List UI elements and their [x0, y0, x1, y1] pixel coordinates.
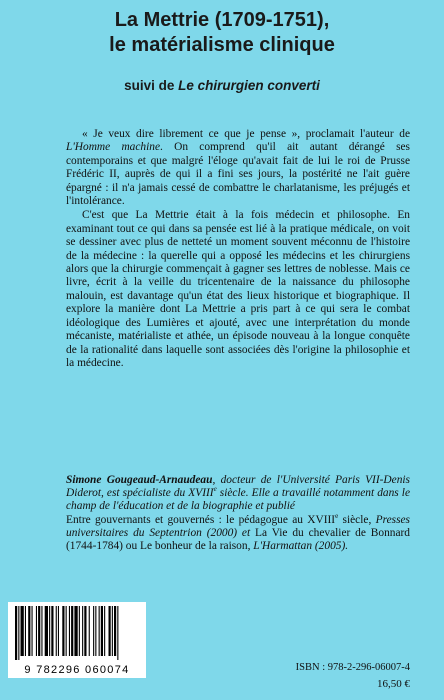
blurb-paragraph-1 — [66, 128, 410, 208]
barcode — [8, 602, 146, 678]
title-line-1: La Mettrie (1709-1751), — [114, 9, 330, 31]
price: 16,50 € — [377, 678, 410, 690]
barcode-digits: 9 782296 060074 — [24, 664, 130, 676]
subtitle-prefix: suivi de — [124, 78, 179, 93]
blurb — [66, 128, 410, 370]
isbn: ISBN : 978-2-296-06007-4 — [295, 662, 410, 673]
author-bio-intro — [66, 474, 410, 514]
subtitle-work: Le chirurgien converti — [178, 78, 320, 93]
works-b: siècle, — [338, 513, 376, 526]
author-bio-b: siècle. Elle a travaillé notamment dans le champ de l'éducation et de la biographie et publié — [66, 487, 411, 513]
works-publisher-1: Presses universitaires du Septentrion (2000) — [66, 513, 410, 539]
superscript-e: e — [213, 485, 217, 494]
blurb-paragraph-2: C'est que La Mettrie était à la fois médecin et philosophe. En examinant tout ce qui dans sa pensée est lié à la pratique médicale, on voit se dessiner avec plus de netteté un moment souvent méconnu de l'histoire de la médecine : la querelle qui a opposé les médecins et les chirurgiens alors que la chirurgie commençait à gagner ses lettres de noblesse. Mais ce livre, écrit à la veille du tricentenaire de la naissance du philosophe malouin, est davantage qu'un état des lieux historique et biographique. Il explore la manière dont La Mettrie a pris part à ce qui sera le combat idéologique des Lumières et ajouté, avec une interprétation du monde mécaniste, matérialiste et athée, un épisode nouveau à la longue conquête de la rationalité dans laquelle sont associées dès l'origine la philosophie et la médecine. — [66, 209, 410, 369]
author-bio-a: , docteur de l'Université Paris VII-Denis Diderot, est spécialiste du XVIII — [66, 474, 410, 500]
book-subtitle — [0, 78, 444, 93]
superscript-e-2: e — [335, 511, 339, 520]
works-publisher-2: L'Harmattan (2005). — [253, 540, 349, 553]
author-works — [66, 511, 410, 554]
works-a: Entre gouvernants et gouvernés : le pédagogue au XVIII — [66, 513, 336, 526]
author-bio — [66, 474, 410, 553]
blurb-p1-text-a: « Je veux dire librement ce que je pense », proclamait l'auteur de — [82, 128, 410, 140]
blurb-p1-work-title: L'Homme machine — [66, 141, 161, 154]
author-name: Simone Gougeaud-Arnaudeau — [66, 474, 213, 486]
works-d: La Vie du chevalier de Bonnard (1744-1784) ou Le bonheur de la raison, — [66, 526, 410, 553]
title-line-2: le matérialisme clinique — [109, 34, 335, 56]
barcode-bars — [13, 606, 141, 660]
works-c: et — [237, 526, 256, 539]
blurb-p1-text-b: . On comprend qu'il ait autant dérangé ses contemporains et que malgré l'éloge qu'avait fait de lui le roi de Prusse Frédéric II, auprès de qui il a fini ses jours, la postérité ne l'ait guère épargné : il n'a jamais cessé de combattre le charlatanisme, les préjugés et l'intolérance. — [66, 141, 410, 208]
book-title — [0, 8, 444, 58]
